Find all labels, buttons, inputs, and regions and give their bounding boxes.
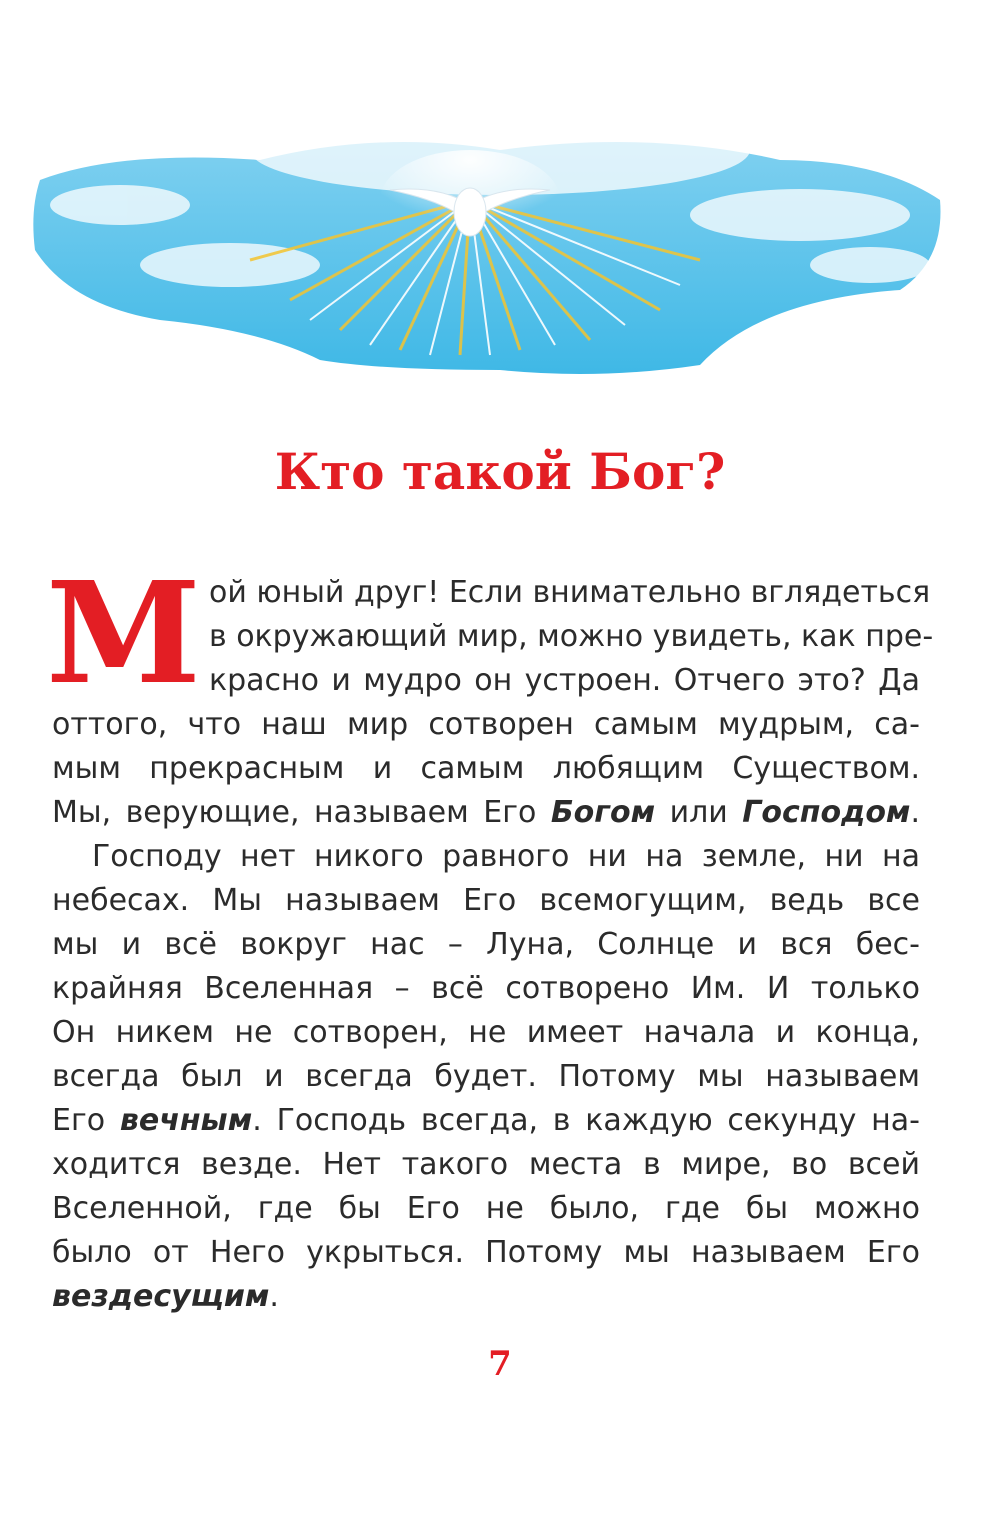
text-segment: или <box>669 795 728 830</box>
text-segment: . Господь всегда, в каждую секунду на- <box>252 1103 920 1138</box>
term-gospodom: Господом <box>742 795 911 830</box>
text-line: вездесущим. <box>52 1279 279 1314</box>
text-line <box>52 1099 920 1143</box>
text-line: красно и мудро он устроен. Отчего это? Да <box>208 663 920 698</box>
text-line: всегда был и всегда будет. Потому мы называем <box>52 1059 920 1094</box>
text-line: ходится везде. Нет такого места в мире, во всей <box>52 1147 920 1182</box>
text-segment: Мы, верующие, называем Его <box>52 795 537 830</box>
text-line: мы и всё вокруг нас – Луна, Солнце и вся бес- <box>52 927 920 962</box>
text-line: Мы, верующие, называем Его Богом или Господом. <box>52 795 921 830</box>
term-bogom: Богом <box>550 795 656 830</box>
drop-cap: М <box>46 552 201 716</box>
text-line: ой юный друг! Если внимательно вглядеться <box>208 575 931 610</box>
text-line: крайняя Вселенная – всё сотворено Им. И только <box>52 971 920 1006</box>
text-line: мым прекрасным и самым любящим Существом. <box>52 751 920 786</box>
text-line: небесах. Мы называем Его всемогущим, ведь все <box>52 883 920 918</box>
text-line: в окружающий мир, можно увидеть, как пре- <box>208 619 934 654</box>
term-vechnym: вечным <box>119 1103 253 1138</box>
text-line: Он никем не сотворен, не имеет начала и конца, <box>52 1015 920 1050</box>
page-title: Кто такой Бог? <box>274 442 726 501</box>
body-text <box>46 552 934 1319</box>
text-line: Господу нет никого равного ни на земле, ни на <box>92 839 920 874</box>
text-segment: Его <box>52 1103 106 1138</box>
text-line: Вселенной, где бы Его не было, где бы можно <box>52 1191 920 1226</box>
term-vezdesushchim: вездесущим <box>52 1279 270 1314</box>
page-number: 7 <box>488 1344 512 1384</box>
text-line: было от Него укрыться. Потому мы называем Его <box>52 1235 920 1270</box>
sky-illustration <box>0 0 1000 420</box>
text-line: оттого, что наш мир сотворен самым мудрым, са- <box>52 707 920 742</box>
